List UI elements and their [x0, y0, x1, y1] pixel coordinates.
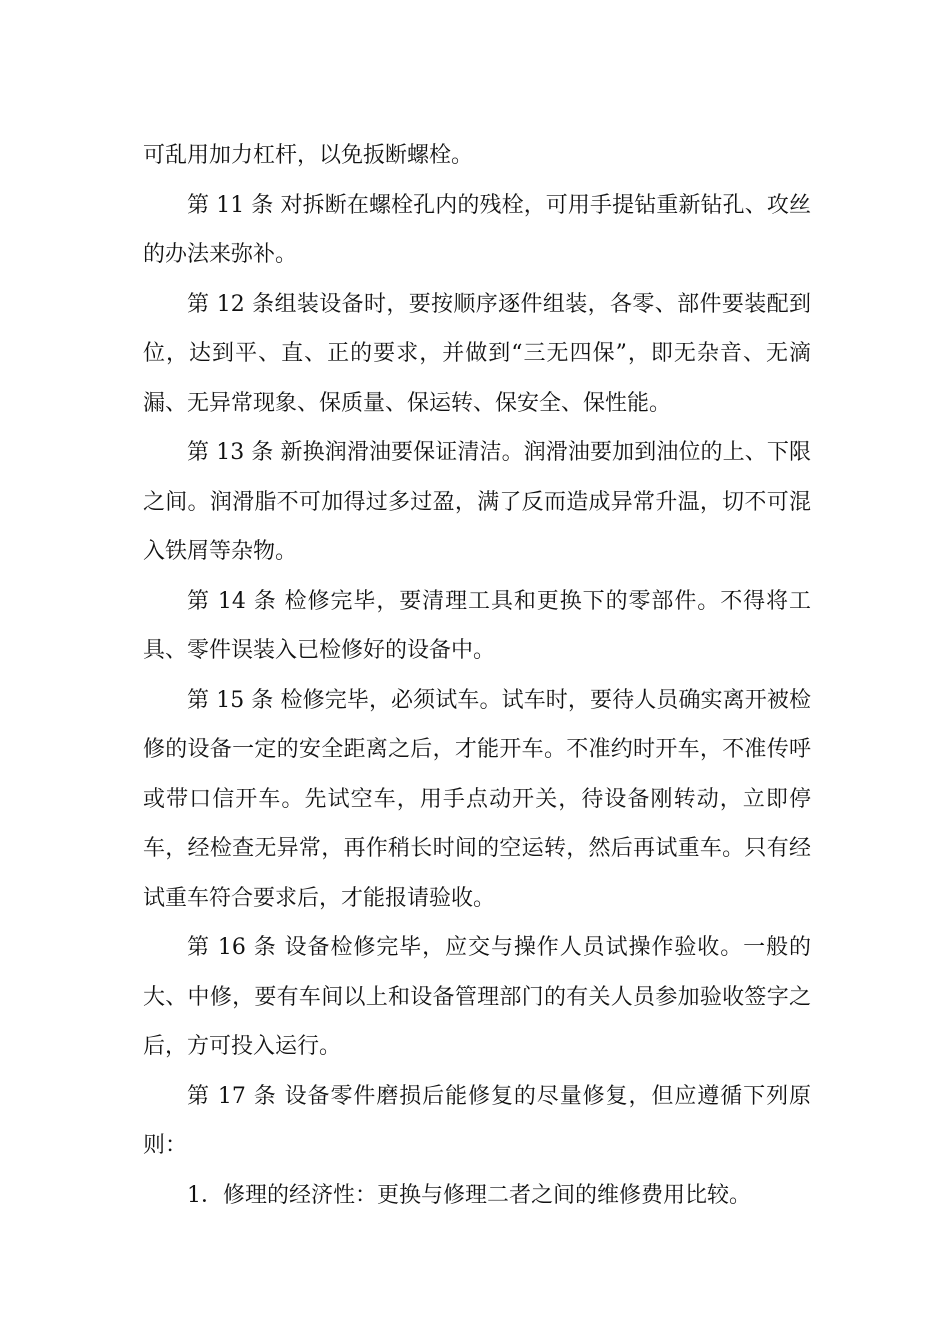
paragraph-article-11: 第 11 条 对拆断在螺栓孔内的残栓，可用手提钻重新钻孔、攻丝的办法来弥补。 — [143, 192, 811, 267]
list-item-principle-1: 1．修理的经济性：更换与修理二者之间的维修费用比较。 — [187, 1182, 751, 1208]
paragraph-article-14: 第 14 条 检修完毕，要清理工具和更换下的零部件。不得将工具、零件误装入已检修好的设备中。 — [143, 588, 811, 663]
paragraph-article-15: 第 15 条 检修完毕，必须试车。试车时，要待人员确实离开被检修的设备一定的安全距离之后，才能开车。不准约时开车，不准传呼或带口信开车。先试空车，用手点动开关，待设备刚转动，立即停车，经检查无异常，再作稍长时间的空运转，然后再试重车。只有经试重车符合要求后，才能报请验收。 — [143, 687, 811, 911]
paragraph-article-17: 第 17 条 设备零件磨损后能修复的尽量修复，但应遵循下列原则： — [143, 1083, 811, 1158]
paragraph-continuation: 可乱用加力杠杆，以免扳断螺栓。 — [143, 143, 474, 168]
paragraph-article-13: 第 13 条 新换润滑油要保证清洁。润滑油要加到油位的上、下限之间。润滑脂不可加得过多过盈，满了反而造成异常升温，切不可混入铁屑等杂物。 — [143, 440, 811, 564]
document-body — [143, 131, 811, 1220]
paragraph-article-12: 第 12 条组装设备时，要按顺序逐件组装，各零、部件要装配到位，达到平、直、正的要求，并做到“三无四保”，即无杂音、无滴漏、无异常现象、保质量、保运转、保安全、保性能。 — [143, 291, 811, 416]
paragraph-article-16: 第 16 条 设备检修完毕，应交与操作人员试操作验收。一般的大、中修，要有车间以上和设备管理部门的有关人员参加验收签字之后，方可投入运行。 — [143, 935, 811, 1059]
